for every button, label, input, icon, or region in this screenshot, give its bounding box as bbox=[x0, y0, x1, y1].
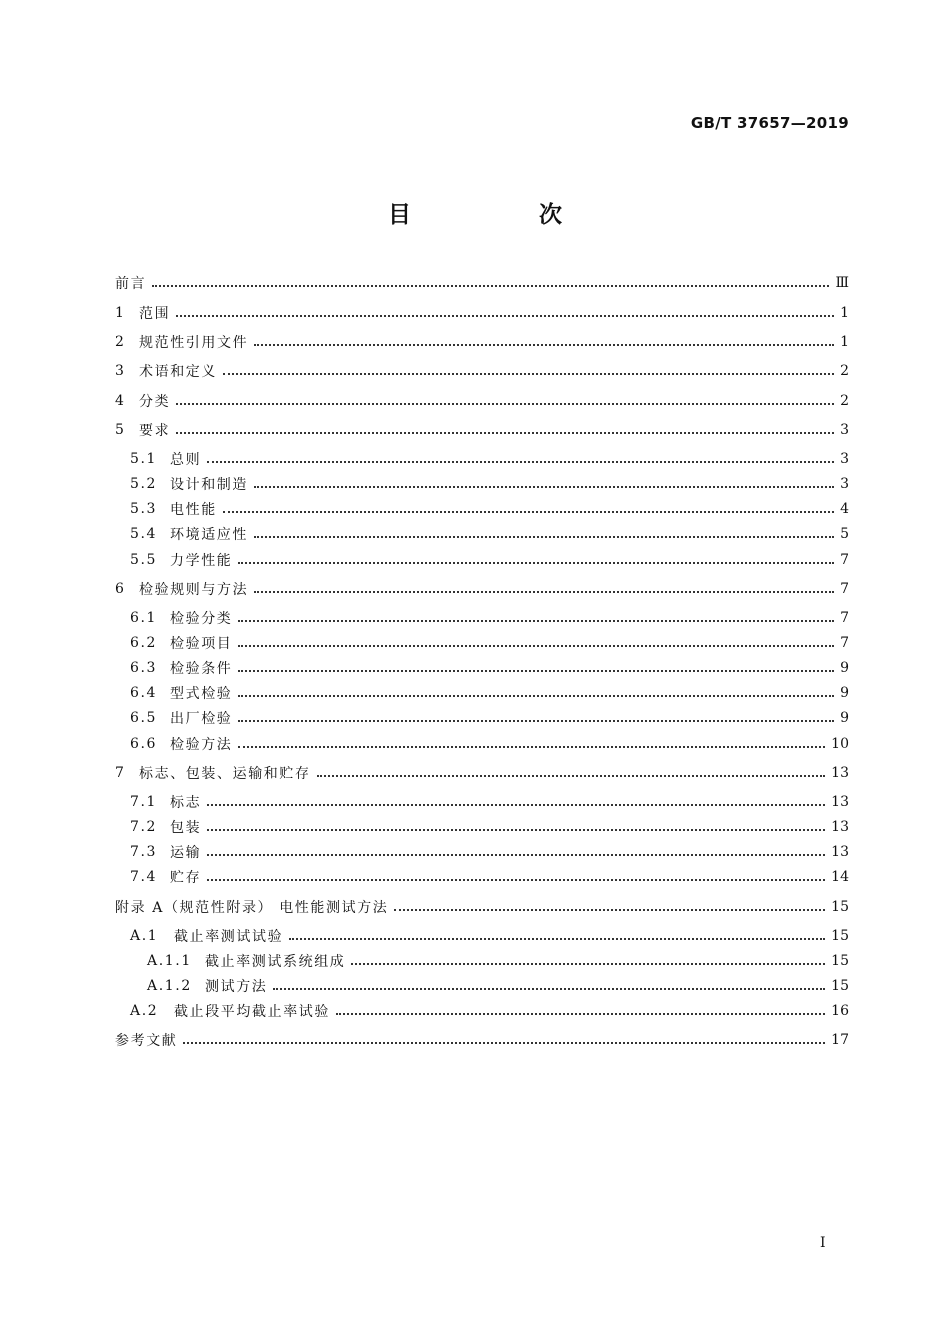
toc-entry-6[interactable] bbox=[115, 578, 849, 600]
toc-entry-number: 3 bbox=[115, 363, 126, 379]
toc-entry-number: 7 bbox=[115, 765, 126, 781]
toc-entry-page: 3 bbox=[840, 422, 849, 438]
leader-dots bbox=[289, 936, 825, 940]
leader-dots bbox=[238, 560, 834, 564]
toc-entry-number: 2 bbox=[115, 334, 126, 350]
toc-entry-bibliography[interactable] bbox=[115, 1029, 849, 1051]
toc-entry-page: 1 bbox=[840, 334, 849, 350]
toc-entry-label: 电性能 bbox=[170, 502, 217, 518]
leader-dots bbox=[223, 371, 834, 375]
toc-entry-1[interactable] bbox=[115, 302, 849, 324]
toc-entry-number: 6.1 bbox=[130, 610, 158, 626]
toc-entry-page: 15 bbox=[831, 928, 849, 944]
toc-entry-page: 15 bbox=[831, 899, 849, 915]
toc-entry-a-1-2[interactable] bbox=[115, 975, 849, 997]
leader-dots bbox=[152, 283, 829, 287]
toc-entry-label: 参考文献 bbox=[115, 1033, 178, 1049]
toc-entry-5-1[interactable] bbox=[115, 448, 849, 470]
toc-entry-number: 5.1 bbox=[130, 451, 158, 467]
toc-entry-label: 标志、包装、运输和贮存 bbox=[139, 766, 311, 782]
leader-dots bbox=[317, 773, 826, 777]
leader-dots bbox=[254, 534, 834, 538]
toc-entry-number: 5 bbox=[115, 422, 126, 438]
toc-entry-5[interactable] bbox=[115, 419, 849, 441]
toc-entry-page: Ⅲ bbox=[835, 275, 849, 291]
toc-entry-number: 1 bbox=[115, 305, 126, 321]
toc-entry-page: 13 bbox=[831, 819, 849, 835]
toc-entry-label: 截止率测试试验 bbox=[174, 929, 284, 945]
toc-entry-page: 7 bbox=[840, 610, 849, 626]
toc-entry-number: A.1.2 bbox=[147, 978, 192, 994]
leader-dots bbox=[238, 643, 834, 647]
toc-entry-label: 要求 bbox=[139, 423, 171, 439]
toc-entry-number: 6.6 bbox=[130, 736, 158, 752]
toc-entry-label: 运输 bbox=[170, 845, 202, 861]
toc-entry-number: 6.4 bbox=[130, 685, 158, 701]
toc-entry-a-1-1[interactable] bbox=[115, 950, 849, 972]
standard-code: GB/T 37657—2019 bbox=[690, 114, 849, 132]
toc-entry-a-1[interactable] bbox=[115, 925, 849, 947]
toc-entry-6-1[interactable] bbox=[115, 607, 849, 629]
toc-entry-label: 规范性引用文件 bbox=[139, 335, 249, 351]
toc-entry-number: 7.3 bbox=[130, 844, 158, 860]
toc-entry-6-3[interactable] bbox=[115, 657, 849, 679]
leader-dots bbox=[254, 484, 834, 488]
toc-entry-label: 检验方法 bbox=[170, 737, 233, 753]
toc-entry-label: 截止率测试系统组成 bbox=[205, 954, 346, 970]
toc-entry-page: 17 bbox=[831, 1032, 849, 1048]
toc-entry-page: 15 bbox=[831, 978, 849, 994]
toc-entry-number: 7.1 bbox=[130, 794, 158, 810]
toc-entry-number: 7.4 bbox=[130, 869, 158, 885]
toc-entry-6-2[interactable] bbox=[115, 632, 849, 654]
toc-entry-5-4[interactable] bbox=[115, 523, 849, 545]
toc-entry-label: 检验项目 bbox=[170, 636, 233, 652]
toc-entry-5-2[interactable] bbox=[115, 473, 849, 495]
toc-entry-number: 4 bbox=[115, 393, 126, 409]
toc-entry-7-4[interactable] bbox=[115, 866, 849, 888]
leader-dots bbox=[207, 802, 825, 806]
toc-entry-a-2[interactable] bbox=[115, 1000, 849, 1022]
toc-entry-page: 3 bbox=[840, 476, 849, 492]
toc-entry-5-3[interactable] bbox=[115, 498, 849, 520]
toc-entry-page: 13 bbox=[831, 844, 849, 860]
toc-entry-page: 10 bbox=[831, 736, 849, 752]
toc-entry-page: 9 bbox=[840, 660, 849, 676]
toc-entry-number: 6.3 bbox=[130, 660, 158, 676]
toc-entry-label: 出厂检验 bbox=[170, 711, 233, 727]
toc-entry-6-5[interactable] bbox=[115, 707, 849, 729]
toc-entry-page: 3 bbox=[840, 451, 849, 467]
toc-entry-3[interactable] bbox=[115, 360, 849, 382]
toc-entry-page: 4 bbox=[840, 501, 849, 517]
toc-entry-label: 截止段平均截止率试验 bbox=[174, 1004, 330, 1020]
leader-dots bbox=[207, 852, 825, 856]
toc-entry-label: 贮存 bbox=[170, 870, 202, 886]
toc-entry-label: 型式检验 bbox=[170, 686, 233, 702]
toc-entry-page: 7 bbox=[840, 635, 849, 651]
leader-dots bbox=[238, 718, 834, 722]
leader-dots bbox=[394, 907, 825, 911]
toc-entry-page: 13 bbox=[831, 765, 849, 781]
toc-entry-label: 检验条件 bbox=[170, 661, 233, 677]
toc-entry-label: 环境适应性 bbox=[170, 527, 248, 543]
toc-entry-7-2[interactable] bbox=[115, 816, 849, 838]
leader-dots bbox=[176, 313, 834, 317]
toc-entry-number: 5.2 bbox=[130, 476, 158, 492]
toc-entry-page: 13 bbox=[831, 794, 849, 810]
leader-dots bbox=[176, 401, 834, 405]
leader-dots bbox=[336, 1011, 825, 1015]
toc-entry-page: 9 bbox=[840, 685, 849, 701]
toc-entry-number: 7.2 bbox=[130, 819, 158, 835]
toc-entry-number: 6 bbox=[115, 581, 126, 597]
toc-entry-label: 检验分类 bbox=[170, 611, 233, 627]
leader-dots bbox=[273, 986, 825, 990]
toc-entry-label: 范围 bbox=[139, 306, 171, 322]
toc-entry-label: 附录 A（规范性附录） 电性能测试方法 bbox=[115, 900, 389, 916]
toc-entry-number: 6.2 bbox=[130, 635, 158, 651]
toc-entry-page: 2 bbox=[840, 393, 849, 409]
toc-entry-4[interactable] bbox=[115, 390, 849, 412]
leader-dots bbox=[207, 827, 825, 831]
toc-entry-number: 5.3 bbox=[130, 501, 158, 517]
toc-entry-label: 术语和定义 bbox=[139, 364, 217, 380]
leader-dots bbox=[176, 430, 834, 434]
toc-entry-annex-a[interactable] bbox=[115, 896, 849, 918]
leader-dots bbox=[254, 342, 834, 346]
leader-dots bbox=[207, 877, 825, 881]
toc-entry-number: 5.4 bbox=[130, 526, 158, 542]
toc-title: 目 次 bbox=[387, 202, 622, 228]
toc-entry-foreword[interactable] bbox=[115, 272, 849, 294]
leader-dots bbox=[238, 693, 834, 697]
toc-entry-label: 前言 bbox=[115, 276, 147, 292]
leader-dots bbox=[254, 589, 834, 593]
toc-entry-6-6[interactable] bbox=[115, 733, 849, 755]
toc-entry-label: 总则 bbox=[170, 452, 202, 468]
page-number: I bbox=[820, 1235, 826, 1251]
leader-dots bbox=[351, 961, 825, 965]
leader-dots bbox=[183, 1040, 825, 1044]
toc-entry-2[interactable] bbox=[115, 331, 849, 353]
leader-dots bbox=[238, 618, 834, 622]
toc-entry-label: 力学性能 bbox=[170, 553, 233, 569]
toc-entry-number: A.2 bbox=[130, 1003, 159, 1019]
toc-entry-6-4[interactable] bbox=[115, 682, 849, 704]
toc-entry-7-1[interactable] bbox=[115, 791, 849, 813]
toc-entry-number: 6.5 bbox=[130, 710, 158, 726]
leader-dots bbox=[207, 459, 834, 463]
toc-entry-page: 7 bbox=[840, 581, 849, 597]
toc-entry-page: 9 bbox=[840, 710, 849, 726]
toc-entry-label: 检验规则与方法 bbox=[139, 582, 249, 598]
leader-dots bbox=[223, 509, 834, 513]
toc-entry-page: 14 bbox=[831, 869, 849, 885]
toc-entry-page: 16 bbox=[831, 1003, 849, 1019]
toc-entry-5-5[interactable] bbox=[115, 549, 849, 571]
toc-entry-number: A.1.1 bbox=[147, 953, 192, 969]
leader-dots bbox=[238, 668, 834, 672]
toc-entry-label: 分类 bbox=[139, 394, 171, 410]
toc-entry-7-3[interactable] bbox=[115, 841, 849, 863]
toc-entry-label: 标志 bbox=[170, 795, 202, 811]
toc-entry-page: 5 bbox=[840, 526, 849, 542]
toc-entry-page: 7 bbox=[840, 552, 849, 568]
toc-entry-page: 1 bbox=[840, 305, 849, 321]
toc-entry-label: 设计和制造 bbox=[170, 477, 248, 493]
toc-entry-label: 包装 bbox=[170, 820, 202, 836]
toc-entry-label: 测试方法 bbox=[205, 979, 268, 995]
toc-entry-number: 5.5 bbox=[130, 552, 158, 568]
toc-entry-7[interactable] bbox=[115, 762, 849, 784]
toc-entry-page: 2 bbox=[840, 363, 849, 379]
toc-entry-number: A.1 bbox=[130, 928, 159, 944]
leader-dots bbox=[238, 744, 825, 748]
toc-entry-page: 15 bbox=[831, 953, 849, 969]
